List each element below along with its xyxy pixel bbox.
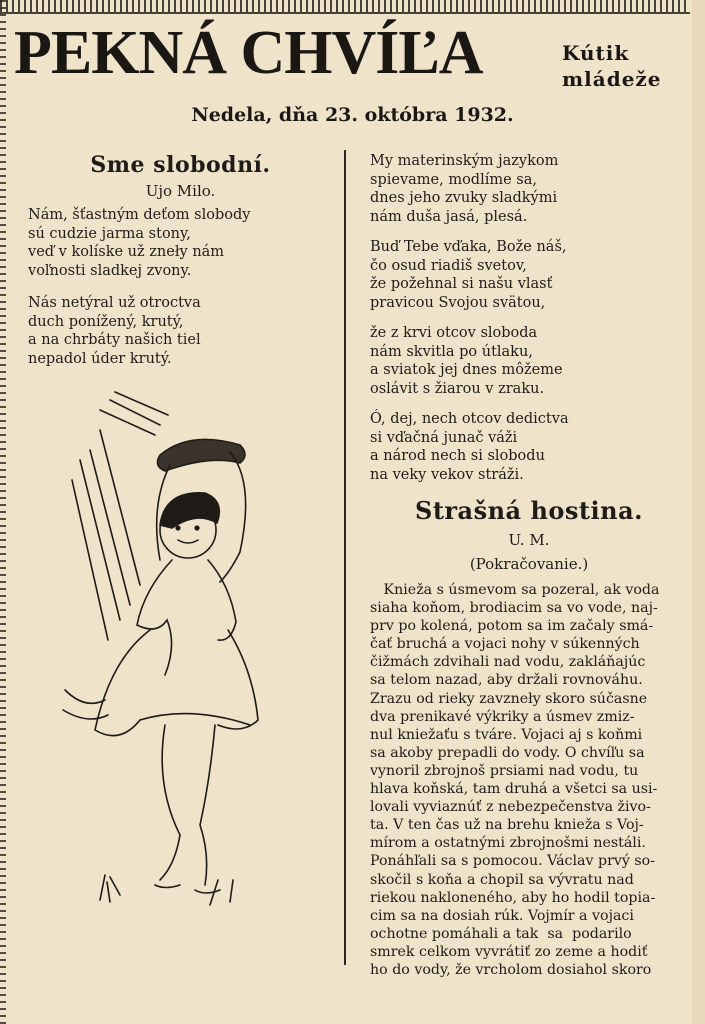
column-divider: [344, 150, 346, 965]
ornamental-border-top: [0, 0, 690, 14]
masthead-title: PEKNÁ CHVÍĽA: [14, 19, 483, 87]
poem-author: Ujo Milo.: [145, 182, 216, 200]
issue-date: Nedela, dňa 23. októbra 1932.: [191, 104, 514, 126]
poem-title: Sme slobodní.: [90, 152, 271, 178]
page-edge: [692, 0, 705, 1024]
masthead-subtitle: [562, 40, 702, 92]
poem-stanza-1: Nám, šťastným deťom slobody sú cudzie jarma stony, veď v kolíske už zneły nám voľnosti sladkej zvony.: [28, 207, 251, 279]
poem-stanza-3: My materinským jazykom spievame, modlíme sa, dnes jeho zvuky sladkými nám duša jasá, plesá.: [370, 153, 559, 225]
masthead-subtitle-line2: mládeže: [562, 67, 662, 91]
girl-with-wreath-drawing-icon: [60, 390, 300, 930]
poem-stanza-4: Buď Tebe vďaka, Bože náš, čo osud riadiš svetov, že požehnal si našu vlasť pravicou Svojou svätou,: [370, 239, 567, 311]
story-continuation: (Pokračovanie.): [469, 555, 589, 573]
poem-stanza-6: Ó, dej, nech otcov dedictva si vďačná junač váži a národ nech si slobodu na veky vekov stráži.: [370, 411, 569, 483]
story-body: Knieža s úsmevom sa pozeral, ak voda siaha koňom, brodiacim sa vo vode, naj- prv po kolená, potom sa im začaly smá- čať bruchá a vojaci nohy v súkenných čižmách zdvihali nad vodu, zakláňajúc sa telom nazad, aby držali rovnováhu. Zrazu od rieky zavzneły skoro súčasne dva prenikavé výkriky a úsmev zmiz- nul kniežaťu s tváre. Vojaci aj s koňmi sa akoby prepadli do vody. O chvíľu sa vynoril zbrojnoš prsiami nad vodu, tu hlava koňská, tam druhá a všetci sa usi- lovali vyviaznúť z nebezpečenstva živo- ta. V ten čas už na brehu knieža s Voj- mírom a ostatnými zbrojnošmi nestáli. Ponáhľali sa s pomocou. Václav prvý so- skočil s koňa a chopil sa vývratu nad riekou nakloneného, aby ho hodil topia- cim sa na dosiah rúk. Vojmír a vojaci ochotne pomáhali a tak sa podarilo smrek celkom vyvrátiť zo zeme a hodiť ho do vody, že vrcholom dosiahol skoro: [370, 582, 660, 978]
story-author: U. M.: [508, 531, 550, 549]
poem-stanza-2: Nás netýral už otroctva duch ponížený, krutý, a na chrbáty našich tiel nepadol úder krutý.: [28, 295, 201, 367]
story-title: Strašná hostina.: [414, 496, 643, 525]
right-column: [370, 152, 688, 979]
ornamental-border-left: [0, 0, 6, 1024]
masthead-subtitle-line1: Kútik: [562, 41, 630, 65]
poem-column: [28, 152, 333, 368]
poem-stanza-5: že z krvi otcov sloboda nám skvitla po útlaku, a sviatok jej dnes môžeme oslávit s žiarou v zraku.: [370, 325, 563, 397]
